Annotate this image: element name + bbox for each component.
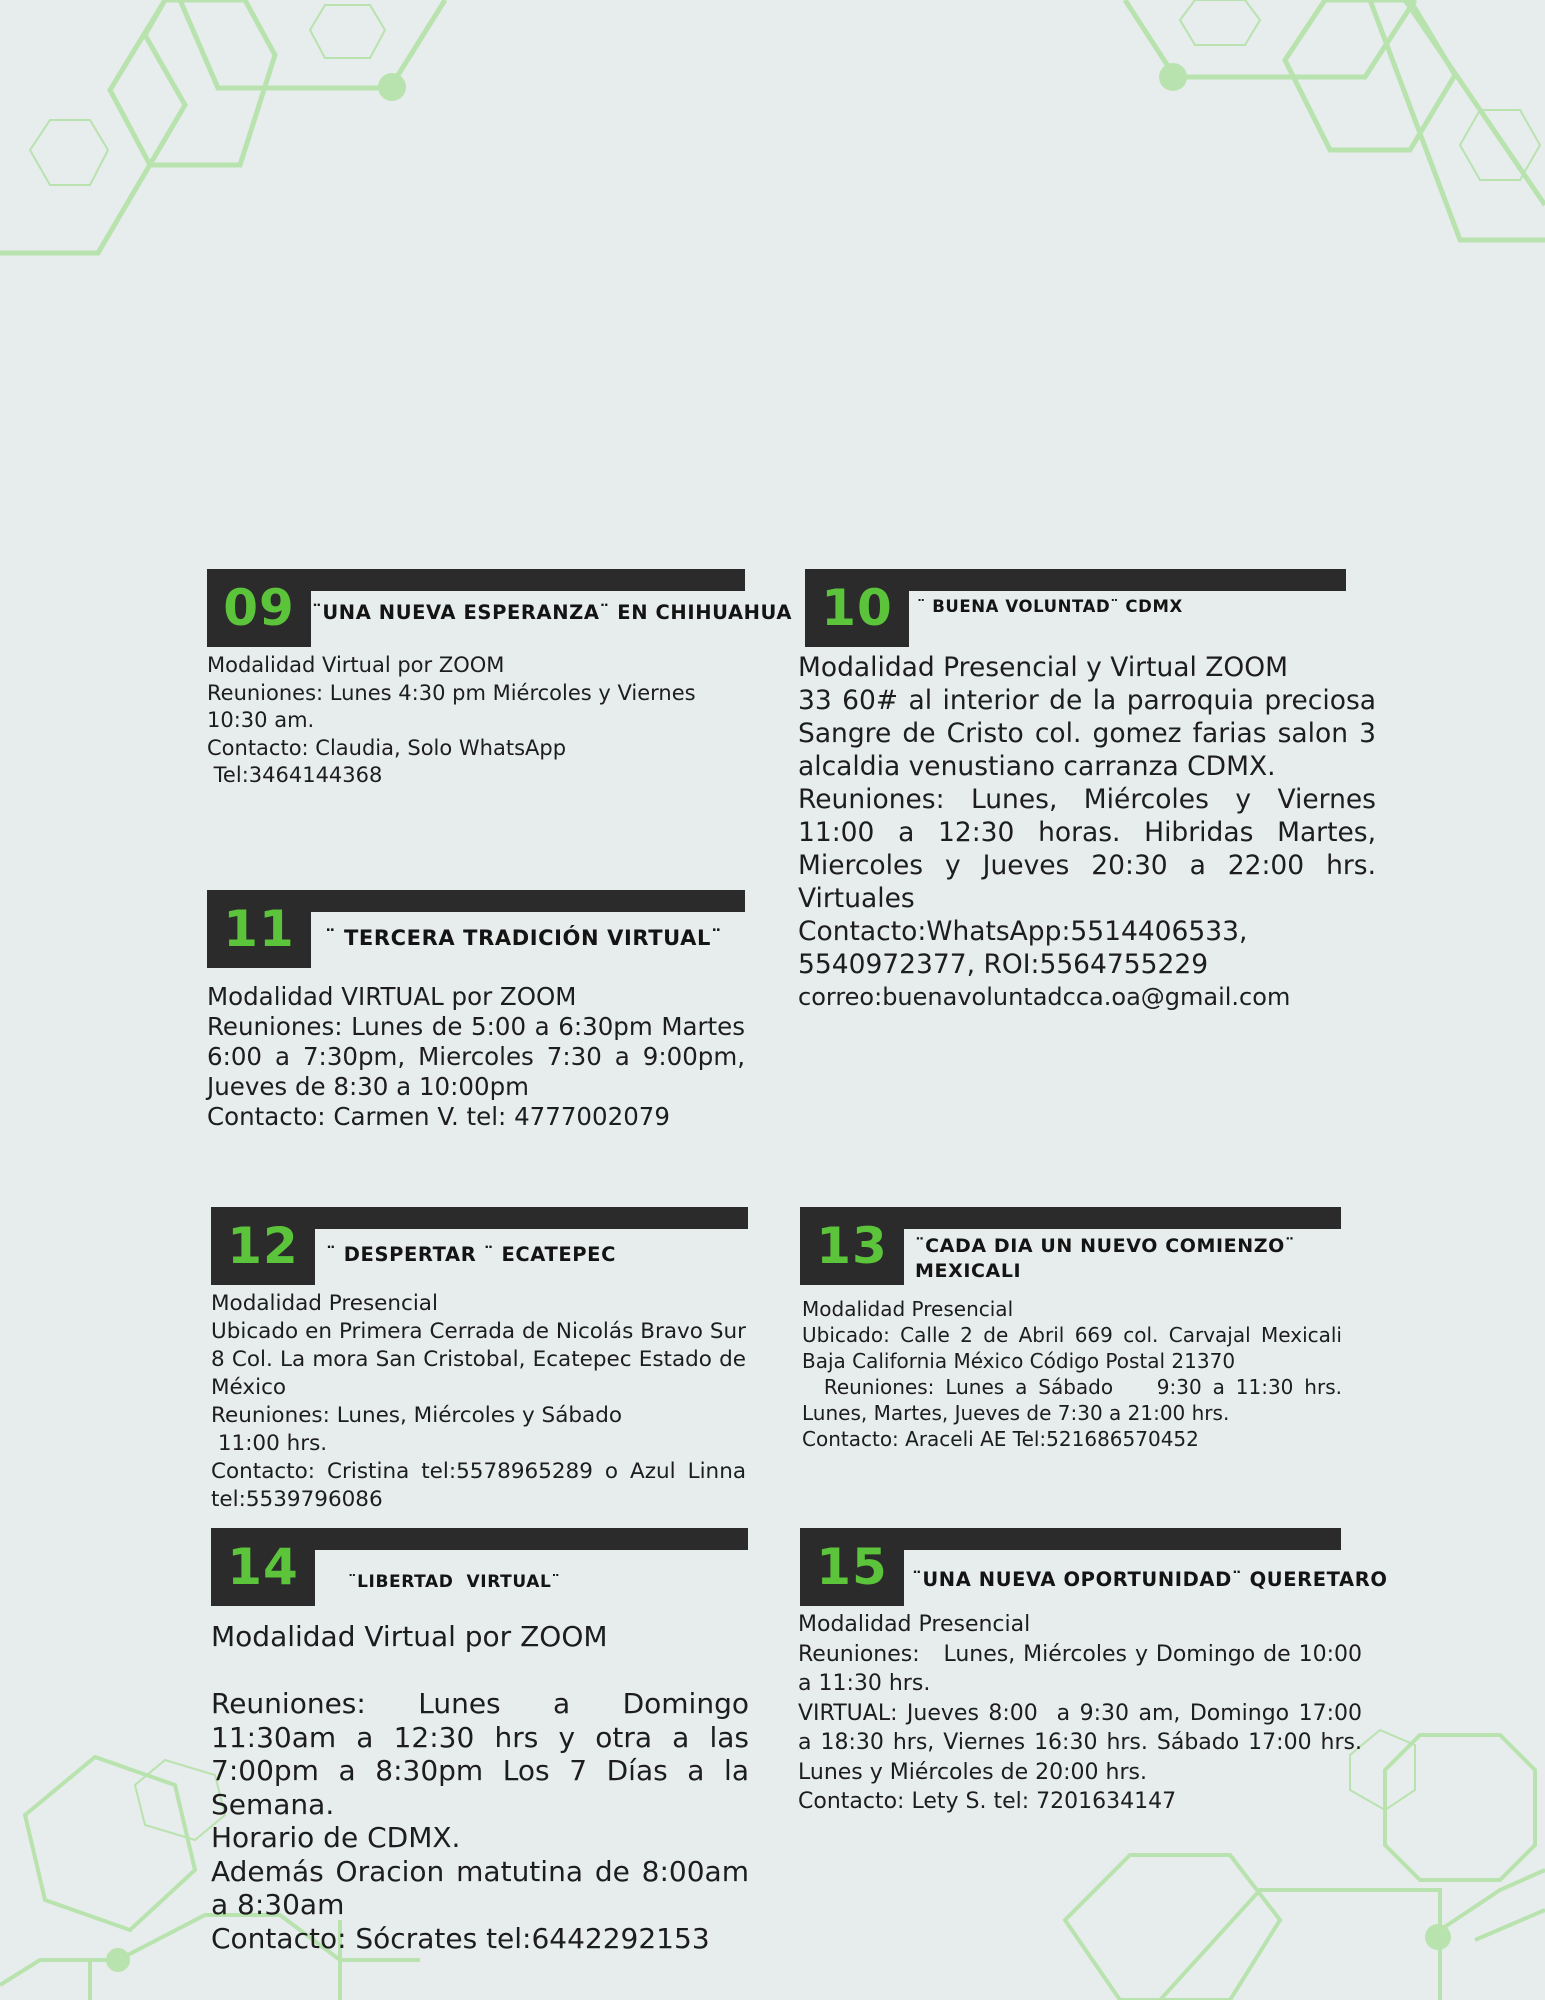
group-09-header (207, 569, 807, 647)
detail-line: Contacto: Sócrates tel:6442292153 (211, 1921, 710, 1955)
detail-line: Modalidad Presencial (211, 1291, 438, 1316)
detail-line: Contacto: Lety S. tel: 7201634147 (798, 1789, 1177, 1814)
detail-line: 33 60# al interior de la parroquia preciosa Sangre de Cristo col. gomez farias salon 3 alcaldia venustiano carranza CDMX. (798, 685, 1376, 782)
detail-line: Reuniones: Lunes 4:30 pm Miércoles y Viernes (207, 680, 696, 705)
detail-line (211, 1654, 749, 1688)
detail-line: Además Oracion matutina de 8:00am a 8:30am (211, 1854, 749, 1921)
detail-line: VIRTUAL: Jueves 8:00 a 9:30 am, Domingo 17:00 a 18:30 hrs, Viernes 16:30 hrs. Sábado 17:00 hrs. Lunes y Miércoles de 20:00 hrs. (798, 1700, 1369, 1785)
detail-line: Reuniones: Lunes a Sábado 9:30 a 11:30 hrs. Lunes, Martes, Jueves de 7:30 a 21:00 hrs. (802, 1375, 1349, 1425)
detail-line: Modalidad Presencial (798, 1612, 1031, 1637)
detail-line: Reuniones: Lunes, Miércoles y Sábado (211, 1403, 622, 1428)
detail-line: Contacto: Araceli AE Tel:521686570452 (802, 1427, 1199, 1451)
detail-line: Ubicado en Primera Cerrada de Nicolás Bravo Sur 8 Col. La mora San Cristobal, Ecatepec Estado de México (211, 1319, 746, 1400)
detail-line: Reuniones: Lunes a Domingo 11:30am a 12:30 hrs y otra a las 7:00pm a 8:30pm Los 7 Días a la Semana. (211, 1687, 749, 1821)
detail-line: 11:00 hrs. (211, 1431, 328, 1456)
group-10-header (805, 569, 1365, 647)
group-09-details (207, 652, 747, 790)
detail-line: 10:30 am. (207, 708, 315, 732)
detail-line: Reuniones: Lunes, Miércoles y Viernes 11:00 a 12:30 horas. Hibridas Martes, Miercoles y Jueves 20:30 a 22:00 hrs. Virtuales (798, 784, 1376, 914)
detail-line: Modalidad Presencial y Virtual ZOOM (798, 652, 1289, 683)
group-13-header (800, 1207, 1360, 1285)
detail-line: Contacto: Carmen V. tel: 4777002079 (207, 1102, 670, 1131)
detail-line: 5540972377, ROI:5564755229 (798, 949, 1209, 980)
detail-line: Modalidad VIRTUAL por ZOOM (207, 982, 577, 1011)
detail-line: Tel:3464144368 (207, 763, 383, 787)
group-number: 15 (800, 1528, 904, 1606)
detail-line: Contacto:WhatsApp:5514406533, (798, 916, 1248, 947)
group-15-header (800, 1528, 1400, 1606)
detail-line: Contacto: Cristina tel:5578965289 o Azul Linna tel:5539796086 (211, 1459, 746, 1512)
detail-line: Ubicado: Calle 2 de Abril 669 col. Carvajal Mexicali Baja California México Código Postal 21370 (802, 1323, 1342, 1373)
detail-line: Modalidad Presencial (802, 1297, 1014, 1321)
detail-line: Reuniones: Lunes de 5:00 a 6:30pm Martes 6:00 a 7:30pm, Miercoles 7:30 a 9:00pm, Jueves de 8:30 a 10:00pm (207, 1012, 745, 1101)
group-number: 14 (211, 1528, 315, 1606)
group-14-details (211, 1620, 749, 1955)
group-number: 13 (800, 1207, 904, 1285)
group-number: 12 (211, 1207, 315, 1285)
group-title: ¨ TERCERA TRADICIÓN VIRTUAL¨ (325, 926, 723, 950)
group-title: ¨LIBERTAD VIRTUAL¨ (348, 1572, 561, 1592)
group-number: 09 (207, 569, 311, 647)
group-11-details (207, 982, 745, 1132)
group-title: ¨ BUENA VOLUNTAD¨ CDMX (917, 597, 1183, 616)
group-title: ¨CADA DIA UN NUEVO COMIENZO¨ (915, 1235, 1295, 1257)
detail-line: Modalidad Virtual por ZOOM (211, 1620, 608, 1653)
group-title-line2: MEXICALI (915, 1260, 1022, 1282)
group-title: ¨ DESPERTAR ¨ ECATEPEC (326, 1243, 617, 1266)
group-12-details (211, 1290, 746, 1514)
group-title: ¨UNA NUEVA ESPERANZA¨ EN CHIHUAHUA (312, 601, 793, 624)
group-title: ¨UNA NUEVA OPORTUNIDAD¨ QUERETARO (912, 1568, 1388, 1591)
group-10-details (798, 651, 1376, 1014)
detail-line: Modalidad Virtual por ZOOM (207, 653, 505, 677)
group-number: 10 (805, 569, 909, 647)
detail-line: Contacto: Claudia, Solo WhatsApp (207, 735, 567, 760)
group-15-details (798, 1610, 1369, 1817)
group-14-header (211, 1528, 771, 1606)
detail-line: Reuniones: Lunes, Miércoles y Domingo de 10:00 a 11:30 hrs. (798, 1641, 1369, 1696)
group-11-header (207, 890, 767, 968)
group-13-details (802, 1296, 1349, 1452)
detail-line: correo:buenavoluntadcca.oa@gmail.com (798, 983, 1291, 1011)
group-number: 11 (207, 890, 311, 968)
detail-line: Horario de CDMX. (211, 1821, 461, 1854)
group-12-header (211, 1207, 771, 1285)
